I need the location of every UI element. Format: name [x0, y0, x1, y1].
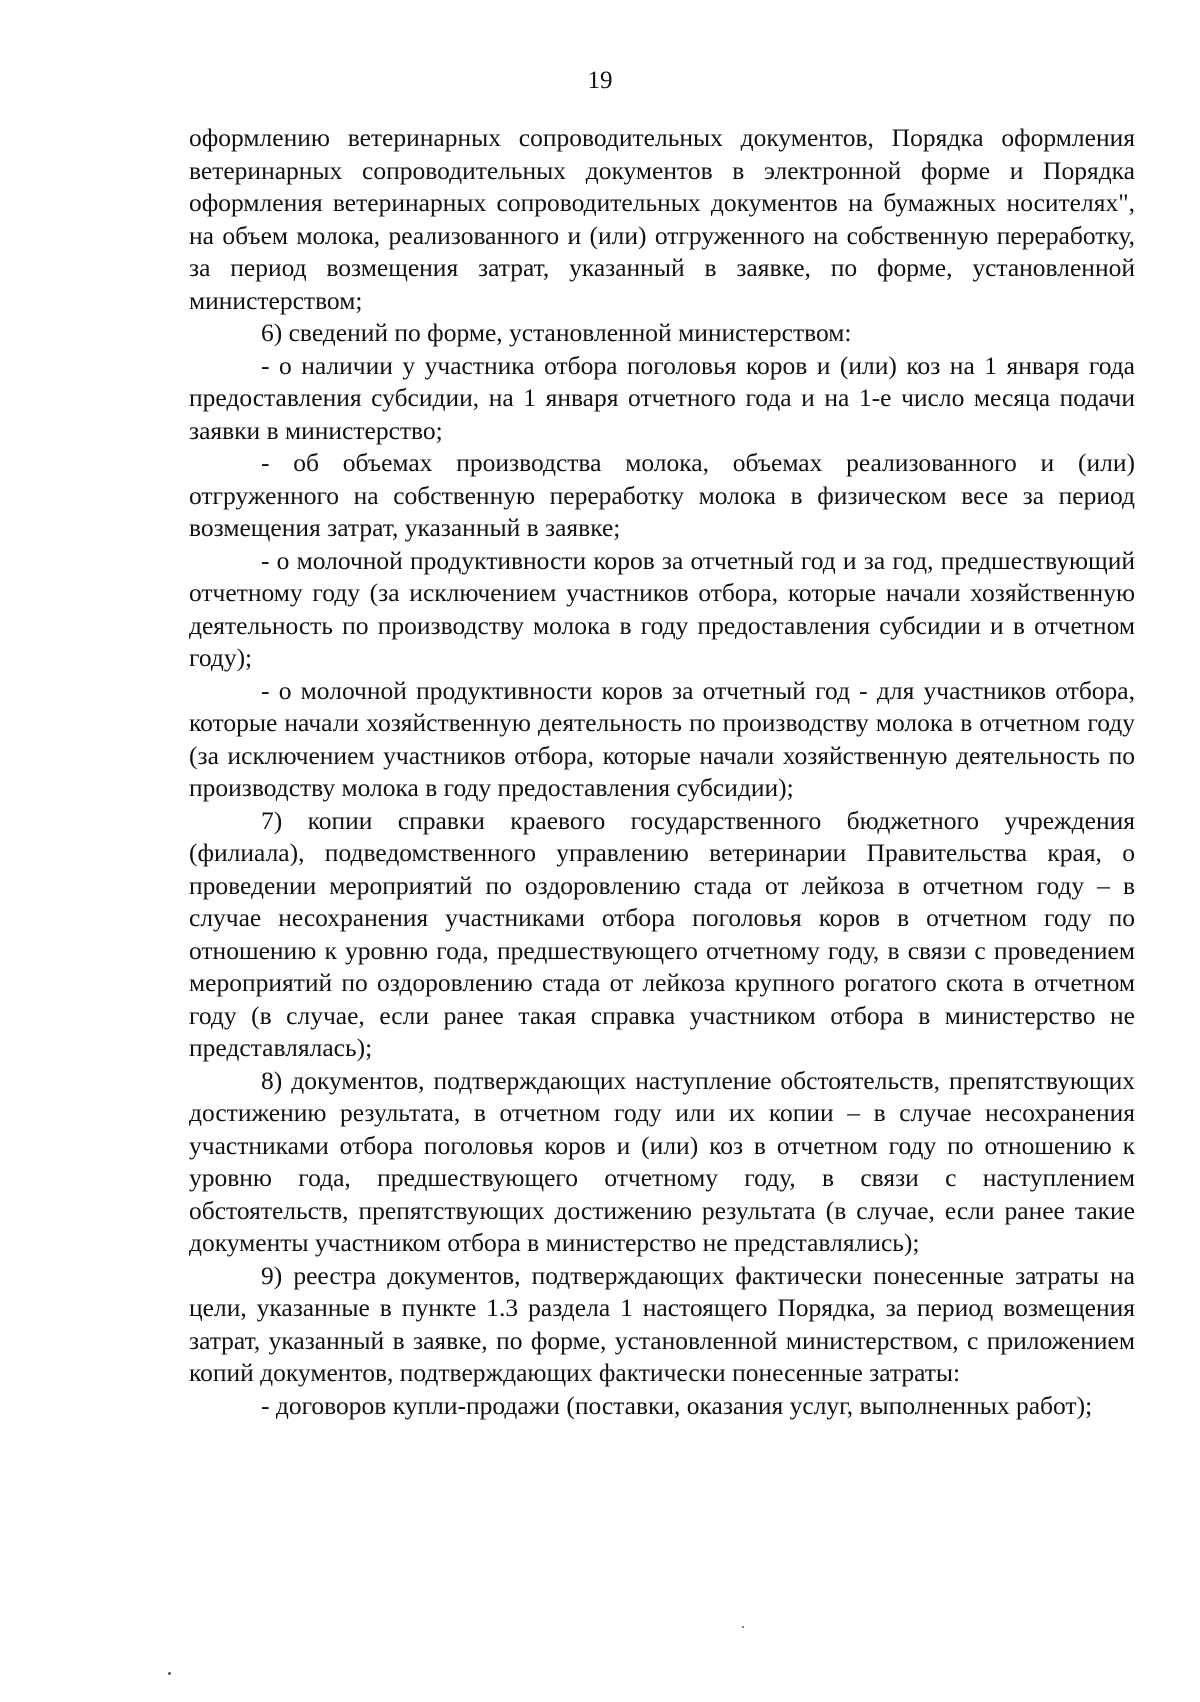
paragraph-subitem-productivity-reporting-year: - о молочной продуктивности коров за отчетный год - для участников отбора, которые начали хозяйственную деятельность по производству молока в отчетном году (за исключением участников отбора, которые начали хозяйственную деятельность по производству молока в году предоставления субсидии); [189, 675, 1135, 802]
paragraph-subitem-milk-volume: - об объемах производства молока, объемах реализованного и (или) отгруженного на собственную переработку молока в физическом весе за период возмещения затрат, указанный в заявке; [189, 448, 1135, 542]
paragraph-item-9: 9) реестра документов, подтверждающих фактически понесенные затраты на цели, указанные в пункте 1.3 раздела 1 настоящего Порядка, за период возмещения затрат, указанный в заявке, по форме, установленной министерством, с приложением копий документов, подтверждающих фактически понесенные затраты: [189, 1260, 1135, 1387]
page-number: 19 [587, 67, 613, 94]
paragraph-item-6: 6) сведений по форме, установленной министерством: [261, 318, 852, 347]
paragraph-subitem-productivity-two-years: - о молочной продуктивности коров за отчетный год и за год, предшествующий отчетному году (за исключением участников отбора, которые начали хозяйственную деятельность по производству молока в году предоставления субсидии и в отчетном году); [189, 545, 1135, 672]
paragraph-continuation: оформлению ветеринарных сопроводительных документов, Порядка оформления ветеринарных сопроводительных документов в электронной форме и Порядка оформления ветеринарных сопроводительных документов на бумажных носителях", на объем молока, реализованного и (или) отгруженного на собственную переработку, за период возмещения затрат, указанный в заявке, по форме, установленной министерством; [189, 123, 1135, 315]
paragraph-item-7: 7) копии справки краевого государственного бюджетного учреждения (филиала), подведомственного управлению ветеринарии Правительства края, о проведении мероприятий по оздоровлению стада от лейкоза в отчетном году – в случае несохранения участниками отбора поголовья коров в отчетном году по отношению к уровню года, предшествующего отчетному году, в связи с проведением мероприятий по оздоровлению стада от лейкоза крупного рогатого скота в отчетном году (в случае, если ранее такая справка участником отбора в министерство не представлялась); [189, 805, 1135, 1062]
paragraph-subitem-livestock: - о наличии у участника отбора поголовья коров и (или) коз на 1 января года предоставления субсидии, на 1 января отчетного года и на 1-е число месяца подачи заявки в министерство; [189, 350, 1135, 445]
scan-speck [168, 1672, 171, 1675]
scan-speck [742, 1626, 744, 1628]
document-body [189, 122, 1135, 1422]
paragraph-subitem-contracts: - договоров купли-продажи (поставки, оказания услуг, выполненных работ); [261, 1390, 1093, 1420]
paragraph-item-8: 8) документов, подтверждающих наступление обстоятельств, препятствующих достижению результата, в отчетном году или их копии – в случае несохранения участниками отбора поголовья коров и (или) коз в отчетном году по отношению к уровню года, предшествующего отчетному году, в связи с наступлением обстоятельств, препятствующих достижению результата (в случае, если ранее такие документы участником отбора в министерство не представлялись); [189, 1065, 1135, 1257]
